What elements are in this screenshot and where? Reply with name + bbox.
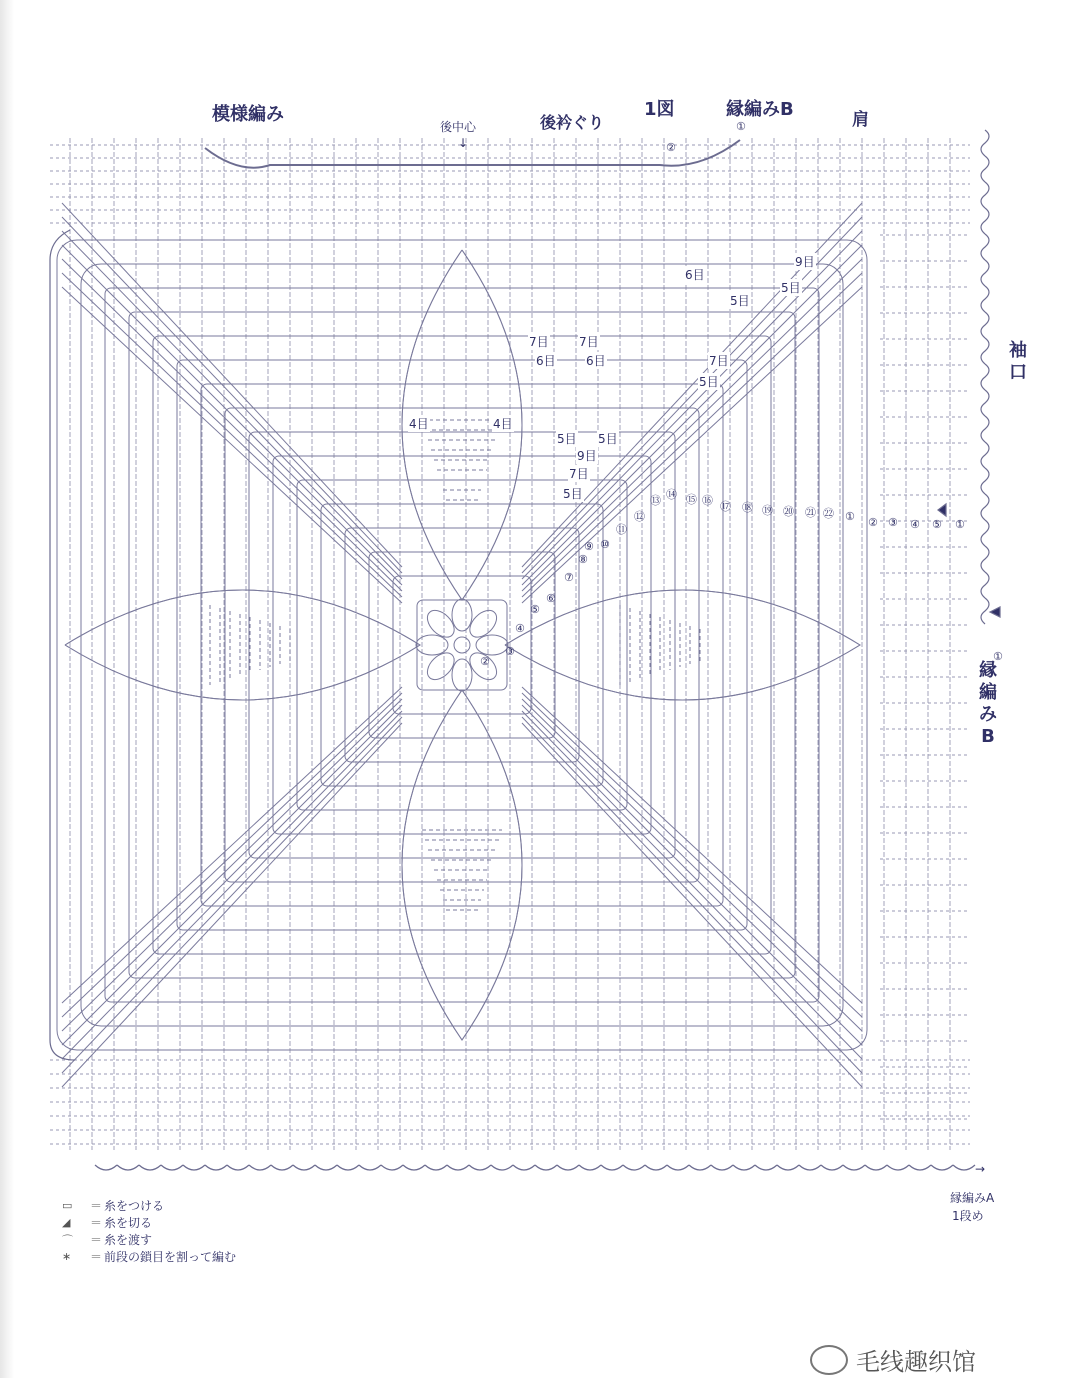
edging-a-scallop xyxy=(799,1165,821,1170)
edging-a-scallop xyxy=(601,1165,623,1170)
corner-ray xyxy=(62,687,402,1003)
corner-ray xyxy=(62,711,402,1059)
round-number: ① xyxy=(845,510,855,523)
motif-round xyxy=(417,600,507,690)
round-number: ② xyxy=(868,516,878,529)
round-number: ⑱ xyxy=(742,501,753,514)
edging-a-scallop xyxy=(513,1165,535,1170)
count-6-upper: 6目 xyxy=(685,268,705,282)
back-center-arrow: ↓ xyxy=(458,136,469,150)
edging-b-scallop xyxy=(981,546,989,572)
edging-a-scallop xyxy=(865,1165,887,1170)
count-6-b: 6目 xyxy=(586,354,606,368)
round-number: ① xyxy=(736,120,746,133)
edging-b-scallop xyxy=(981,390,989,416)
count-5-right: 5目 xyxy=(699,375,719,389)
count-5-upper-b: 5目 xyxy=(730,294,750,308)
corner-ray xyxy=(62,717,402,1073)
legend-row-cut: ◢ ＝ 糸を切る xyxy=(62,1216,153,1230)
round-number: ⑲ xyxy=(762,504,773,517)
edging-a-scallop xyxy=(425,1165,447,1170)
edging-a-scallop xyxy=(381,1165,403,1170)
edging-a-scallop xyxy=(117,1165,139,1170)
edging-a-scallop xyxy=(645,1165,667,1170)
edging-a-scallop xyxy=(205,1165,227,1170)
round-number: ⑯ xyxy=(702,494,713,507)
edging-b-scallop xyxy=(981,338,989,364)
edging-b-scallop xyxy=(981,286,989,312)
neckline-edge xyxy=(205,140,740,168)
edging-b-scallop xyxy=(981,208,989,234)
edging-a-scallop xyxy=(447,1165,469,1170)
round-number: ⑨ xyxy=(584,540,594,553)
back-center-label: 後中心 xyxy=(440,120,477,134)
round-number: ④ xyxy=(910,518,920,531)
sleeve-cuff-label: 袖口 xyxy=(1009,340,1027,383)
corner-ray xyxy=(522,705,862,1045)
center-ring xyxy=(454,637,470,653)
count-6-a: 6目 xyxy=(536,354,556,368)
edging-a-label: 縁編みA xyxy=(950,1191,995,1205)
pineapple-petal xyxy=(505,590,860,700)
count-7-right: 7目 xyxy=(709,354,729,368)
round-number: ⑧ xyxy=(578,553,588,566)
edging-a-scallop xyxy=(161,1165,183,1170)
count-4-right: 4目 xyxy=(493,417,513,431)
first-row-label: 1段め xyxy=(952,1209,984,1223)
corner-ray xyxy=(522,699,862,1031)
edging-b-scallop xyxy=(981,572,989,598)
round-number: ㉒ xyxy=(823,507,834,520)
round-number: ⑰ xyxy=(720,500,731,513)
count-7-center: 7目 xyxy=(569,467,589,481)
edging-a-scallop xyxy=(315,1165,337,1170)
split-chain-icon: ∗ xyxy=(62,1250,72,1263)
bottom-arrow: → xyxy=(975,1162,986,1176)
edging-a-scallop xyxy=(689,1165,711,1170)
corner-ray xyxy=(62,287,402,603)
corner-ray xyxy=(522,693,862,1017)
round-number: ④ xyxy=(515,622,525,635)
corner-ray xyxy=(522,245,862,585)
round-number: ⑭ xyxy=(666,488,677,501)
legend-row-carry: ⌒ ＝ 糸を渡す xyxy=(62,1233,153,1247)
edging-a-scallop xyxy=(535,1165,557,1170)
pattern-label: 模様編み xyxy=(212,104,284,125)
edging-a-scallop xyxy=(711,1165,733,1170)
corner-ray xyxy=(62,203,402,567)
attach-yarn-icon: ▭ xyxy=(62,1199,73,1212)
count-7-a: 7目 xyxy=(529,335,549,349)
edging-a-scallop xyxy=(359,1165,381,1170)
round-number: ② xyxy=(666,141,676,154)
corner-ray xyxy=(62,705,402,1045)
edging-a-scallop xyxy=(227,1165,249,1170)
round-number: ⑪ xyxy=(616,523,627,536)
carry-yarn-icon: ⌒ xyxy=(62,1233,73,1247)
count-9-center: 9目 xyxy=(577,449,597,463)
corner-ray xyxy=(62,273,402,597)
edging-a-scallop xyxy=(579,1165,601,1170)
cut-yarn-icon: ◢ xyxy=(62,1216,71,1229)
wechat-icon xyxy=(810,1345,848,1375)
corner-ray xyxy=(62,217,402,573)
edging-a-scallop xyxy=(183,1165,205,1170)
edging-a-scallop xyxy=(931,1165,953,1170)
edging-a-scallop xyxy=(557,1165,579,1170)
corner-ray xyxy=(522,717,862,1073)
round-number: ⑩ xyxy=(600,538,610,551)
legend-row-split: ∗ ＝ 前段の鎖目を割って編む xyxy=(62,1250,237,1264)
round-number: ⑥ xyxy=(546,592,556,605)
edging-a-scallop xyxy=(667,1165,689,1170)
edging-b-side-label: 縁編みB xyxy=(979,660,997,747)
edging-a-scallop xyxy=(623,1165,645,1170)
edging-a-scallop xyxy=(887,1165,909,1170)
center-petal xyxy=(452,659,472,691)
edging-b-scallop xyxy=(981,520,989,546)
center-petal xyxy=(476,635,508,655)
edging-a-scallop xyxy=(821,1165,843,1170)
count-5-upper-a: 5目 xyxy=(781,281,801,295)
count-5-center: 5目 xyxy=(563,487,583,501)
corner-ray xyxy=(62,259,402,591)
corner-ray xyxy=(62,723,402,1087)
legend xyxy=(62,1197,236,1265)
edging-a-scallop xyxy=(403,1165,425,1170)
edging-b-scallop xyxy=(981,156,989,182)
edging-b-scallop xyxy=(981,130,989,156)
watermark: 毛线趣织馆 xyxy=(810,1342,976,1377)
legend-row-attach: ▭ ＝ 糸をつける xyxy=(62,1199,165,1213)
edging-b-top-label: 縁編みB xyxy=(726,99,794,120)
round-number: ③ xyxy=(888,516,898,529)
pineapple-petal-inner xyxy=(402,690,522,1040)
corner-ray xyxy=(522,259,862,591)
edging-a-scallop xyxy=(95,1165,117,1170)
corner-ray xyxy=(522,231,862,579)
count-4-left: 4目 xyxy=(409,417,429,431)
edging-a-scallop xyxy=(337,1165,359,1170)
count-5-c: 5目 xyxy=(557,432,577,446)
round-number: ⑬ xyxy=(650,494,661,507)
round-number: ⑳ xyxy=(783,505,794,518)
edging-a-scallop xyxy=(843,1165,865,1170)
round-number: ⑮ xyxy=(686,493,697,506)
figure-label: 1図 xyxy=(644,99,675,120)
back-neckline-label: 後衿ぐり xyxy=(540,113,605,132)
edging-a-scallop xyxy=(249,1165,271,1170)
edging-b-scallop xyxy=(981,598,989,624)
round-number: ⑤ xyxy=(932,518,942,531)
edging-a-scallop xyxy=(139,1165,161,1170)
edging-b-scallop xyxy=(981,312,989,338)
corner-ray xyxy=(62,245,402,585)
edging-a-scallop xyxy=(755,1165,777,1170)
count-9-upper: 9目 xyxy=(795,255,815,269)
round-number: ① xyxy=(993,650,1003,663)
round-number: ⑤ xyxy=(530,603,540,616)
corner-ray xyxy=(62,231,402,579)
edging-b-scallop xyxy=(981,468,989,494)
edging-a-scallop xyxy=(491,1165,513,1170)
round-number: ① xyxy=(955,518,965,531)
cut-yarn-marker xyxy=(938,504,946,516)
pineapple-petal xyxy=(402,690,522,1040)
edging-a-scallop xyxy=(953,1165,975,1170)
shoulder-label: 肩 xyxy=(852,110,869,130)
edging-a-scallop xyxy=(469,1165,491,1170)
count-7-b: 7目 xyxy=(579,335,599,349)
pineapple-petal-inner xyxy=(505,590,860,700)
pineapple-petal xyxy=(65,590,420,700)
left-outline xyxy=(50,230,75,1060)
center-petal xyxy=(452,599,472,631)
corner-ray xyxy=(62,699,402,1031)
edging-a-scallop xyxy=(777,1165,799,1170)
round-number: ⑦ xyxy=(564,571,574,584)
edging-b-scallop xyxy=(981,416,989,442)
round-number: ㉑ xyxy=(805,506,816,519)
edging-a-scallop xyxy=(293,1165,315,1170)
pineapple-petal-inner xyxy=(65,590,420,700)
edging-a-scallop xyxy=(271,1165,293,1170)
edging-b-scallop xyxy=(981,234,989,260)
edging-b-scallop xyxy=(981,364,989,390)
edging-b-scallop xyxy=(981,182,989,208)
round-number: ⑫ xyxy=(634,510,645,523)
corner-ray xyxy=(522,723,862,1087)
corner-ray xyxy=(522,711,862,1059)
cut-yarn-marker xyxy=(990,607,1000,617)
round-number: ② xyxy=(480,655,490,668)
edging-b-scallop xyxy=(981,260,989,286)
edging-a-scallop xyxy=(733,1165,755,1170)
round-number: ③ xyxy=(505,645,515,658)
edging-b-scallop xyxy=(981,494,989,520)
corner-ray xyxy=(522,687,862,1003)
corner-ray xyxy=(62,693,402,1017)
edging-b-scallop xyxy=(981,442,989,468)
edging-a-scallop xyxy=(909,1165,931,1170)
count-5-d: 5目 xyxy=(598,432,618,446)
